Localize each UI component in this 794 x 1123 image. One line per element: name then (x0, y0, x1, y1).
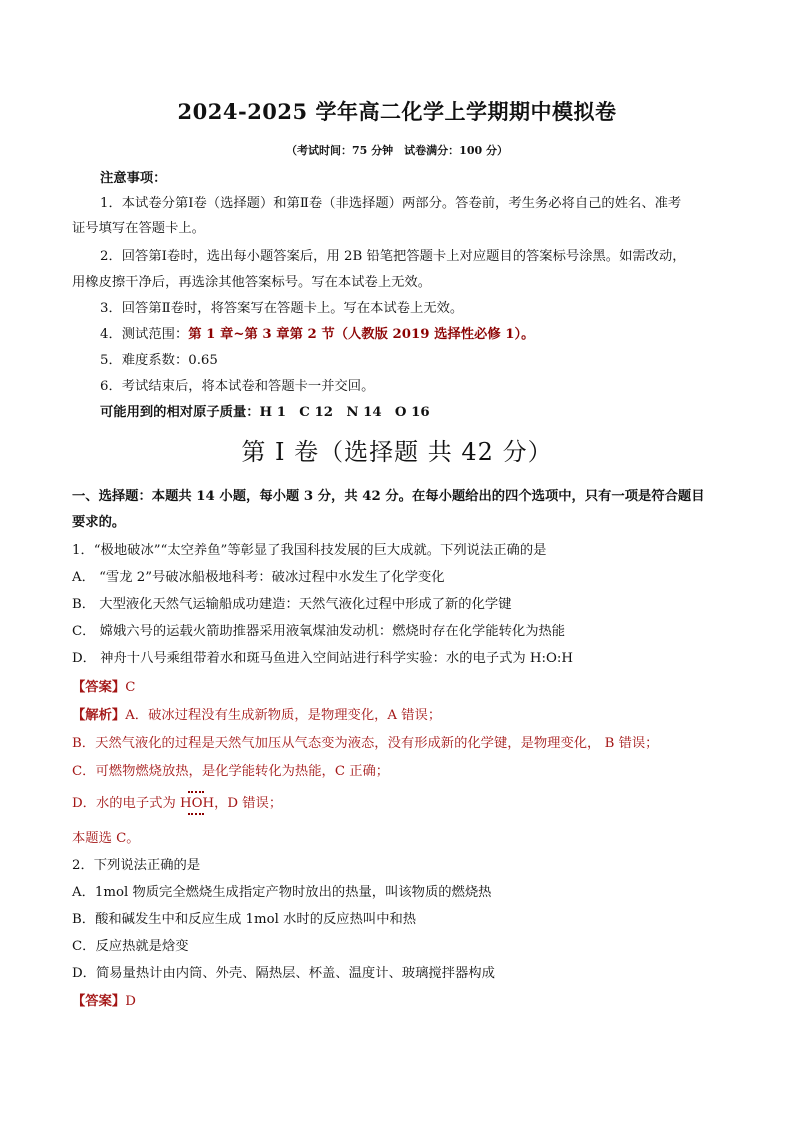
section-intro: 要求的。 (72, 515, 126, 530)
question-1-answer (72, 679, 135, 697)
question-2-stem: 2．下列说法正确的是 (72, 858, 201, 873)
notice-end: 6．考试结束后，将本试卷和答题卡一并交回。 (100, 379, 375, 394)
analysis-d-suffix: H，D 错误； (202, 796, 283, 811)
notice-item: 用橡皮擦干净后，再选涂其他答案标号。写在本试卷上无效。 (72, 275, 432, 290)
notice-difficulty: 5．难度系数：0.65 (100, 353, 218, 368)
answer-label: 【答案】 (72, 994, 126, 1009)
question-2-option-d: D．简易量热计由内筒、外壳、隔热层、杯盖、温度计、玻璃搅拌器构成 (72, 966, 495, 981)
question-1-analysis-b: B．天然气液化的过程是天然气加压从气态变为液态，没有形成新的化学键，是物理变化， B 错误； (72, 736, 659, 751)
analysis-label: 【解析】 (72, 708, 126, 723)
question-1-option-d: D． 神舟十八号乘组带着水和斑马鱼进入空间站进行科学实验：水的电子式为 H:O:H (72, 651, 573, 666)
electron-dots-oxygen (192, 795, 203, 813)
question-2-option-c: C．反应热就是焓变 (72, 939, 189, 954)
question-1-option-a: A． “雪龙 2”号破冰船极地科考：破冰过程中水发生了化学变化 (72, 570, 445, 585)
analysis-d-prefix: D．水的电子式为 H (72, 796, 192, 811)
notice-heading: 注意事项： (100, 171, 167, 186)
notice-item: 证号填写在答题卡上。 (72, 221, 205, 236)
exam-info: （考试时间：75 分钟 试卷满分：100 分） (286, 144, 508, 157)
notice-item: 1．本试卷分第Ⅰ卷（选择题）和第Ⅱ卷（非选择题）两部分。答卷前，考生务必将自己的姓名、准考 (100, 196, 682, 211)
answer-value: C (125, 680, 136, 695)
analysis-line: A．破冰过程没有生成新物质，是物理变化，A 错误； (125, 708, 442, 723)
question-1-stem: 1．“极地破冰”“太空养鱼”等彰显了我国科技发展的巨大成就。下列说法正确的是 (72, 543, 547, 558)
section-intro: 一、选择题：本题共 14 小题，每小题 3 分，共 42 分。在每小题给出的四个选项中，只有一项是符合题目 (72, 489, 705, 504)
question-1-analysis-a (72, 707, 441, 725)
notice-item: 3．回答第Ⅱ卷时，将答案写在答题卡上。写在本试卷上无效。 (100, 301, 464, 316)
question-1-option-b: B． 大型液化天然气运输船成功建造：天然气液化过程中形成了新的化学键 (72, 597, 512, 612)
scope-label: 4．测试范围： (100, 327, 189, 342)
question-2-option-a: A．1mol 物质完全燃烧生成指定产物时放出的热量，叫该物质的燃烧热 (72, 885, 492, 900)
section-title: 第 I 卷（选择题 共 42 分） (241, 438, 553, 466)
answer-label: 【答案】 (72, 680, 126, 695)
question-1-analysis-c: C．可燃物燃烧放热，是化学能转化为热能，C 正确； (72, 764, 390, 779)
question-2-option-b: B．酸和碱发生中和反应生成 1mol 水时的反应热叫中和热 (72, 912, 417, 927)
scope-value: 第 1 章~第 3 章第 2 节（人教版 2019 选择性必修 1）。 (188, 327, 535, 342)
question-1-conclusion: 本题选 C。 (72, 831, 140, 846)
question-1-option-c: C． 嫦娥六号的运载火箭助推器采用液氧煤油发动机：燃烧时存在化学能转化为热能 (72, 624, 566, 639)
atomic-mass-line: 可能用到的相对原子质量：H 1 C 12 N 14 O 16 (100, 405, 430, 420)
page-title: 2024-2025 学年高二化学上学期期中模拟卷 (177, 99, 617, 124)
answer-value: D (125, 994, 136, 1009)
notice-item: 2．回答第Ⅰ卷时，选出每小题答案后，用 2B 铅笔把答题卡上对应题目的答案标号涂黑。如需改动， (100, 249, 686, 264)
question-2-answer (72, 993, 136, 1011)
oxygen-symbol: O (191, 796, 203, 811)
notice-scope (100, 326, 534, 344)
question-1-analysis-d (72, 795, 282, 813)
